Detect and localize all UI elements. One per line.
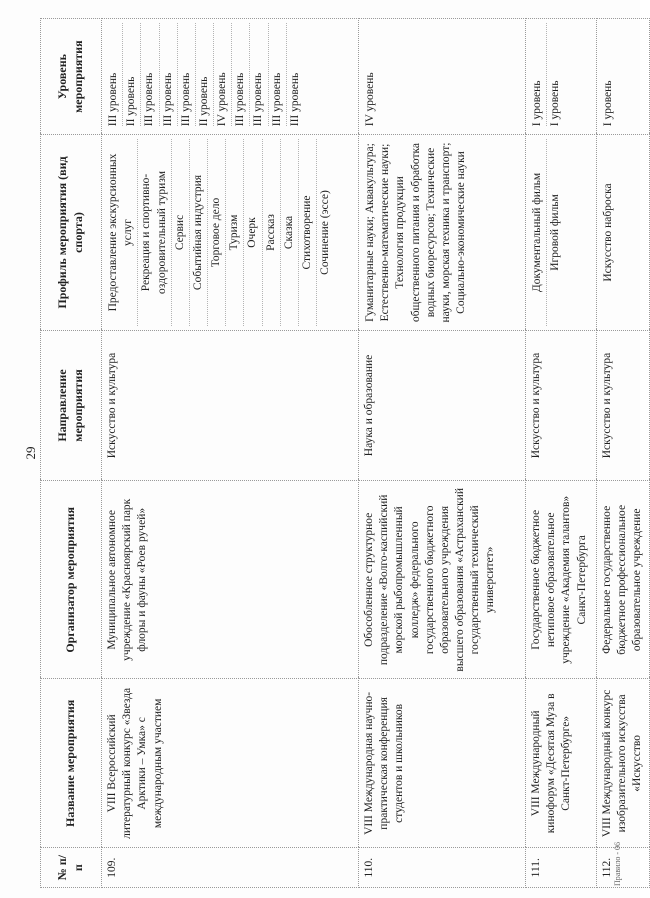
- level-item: III уровень: [160, 23, 178, 126]
- header-organizer: Организатор мероприятия: [41, 481, 102, 679]
- event-direction: Искусство и культура: [526, 330, 597, 481]
- header-profile: Профиль мероприятия (вид спорта): [41, 135, 102, 330]
- profile-item: Туризм: [226, 139, 244, 325]
- level-item: III уровень: [232, 23, 250, 126]
- level-item: III уровень: [288, 72, 301, 127]
- level-item: III уровень: [105, 23, 123, 126]
- profile-item: Сочинение (эссе): [319, 190, 332, 275]
- event-organizer: Государственное бюджетное нетиповое образовательное учреждение «Академия талантов» Санкт-Петербурга: [526, 481, 597, 679]
- event-levels: [359, 19, 526, 135]
- profile-item: Сервис: [172, 139, 190, 325]
- profile-item: Гуманитарные науки; Аквакультура; Естественно-математические науки; Технология продукции общественного питания и обработка водных биоресурсов; Технические науки, морская техника и транспорт; Социально-экономические науки: [364, 142, 468, 323]
- events-table: [40, 18, 650, 888]
- table-row: [597, 19, 650, 888]
- table-row: [359, 19, 526, 888]
- event-profiles: [102, 135, 359, 330]
- profile-item: Событийная индустрия: [190, 139, 208, 325]
- level-item: I уровень: [529, 23, 547, 126]
- row-num: 112.: [597, 848, 650, 888]
- level-item: III уровень: [178, 23, 196, 126]
- profile-item: Рассказ: [263, 139, 281, 325]
- event-direction: Искусство и культура: [597, 330, 650, 481]
- page-number: 29: [23, 446, 38, 460]
- profile-item: Сказка: [281, 139, 299, 325]
- event-organizer: Федеральное государственное бюджетное профессиональное образовательное учреждение: [597, 481, 650, 679]
- header-direction: Направление мероприятия: [41, 330, 102, 481]
- level-item: IV уровень: [364, 72, 376, 127]
- row-num: 111.: [526, 848, 597, 888]
- profile-item: Искусство наброска: [602, 183, 614, 282]
- profile-item: Торговое дело: [208, 139, 226, 325]
- event-profiles: [597, 135, 650, 330]
- event-profiles: [359, 135, 526, 330]
- table-row: [526, 19, 597, 888]
- profile-item: Предоставление экскурсионных услуг: [105, 139, 138, 325]
- table-header-row: [41, 19, 102, 888]
- level-item: II уровень: [123, 23, 141, 126]
- level-item: IV уровень: [214, 23, 232, 126]
- header-level: Уровень мероприятия: [41, 19, 102, 135]
- event-organizer: Муниципальное автономное учреждение «Красноярский парк флоры и фауны «Роев ручей»: [102, 481, 359, 679]
- row-num: 109.: [102, 848, 359, 888]
- level-item: I уровень: [549, 80, 562, 127]
- profile-item: Стихотворение: [299, 139, 317, 325]
- event-name: VIII Всероссийский литературный конкурс «Звезда Арктики – Умка» с международным участием: [102, 679, 359, 848]
- level-item: I уровень: [602, 80, 614, 127]
- header-name: Название мероприятия: [41, 679, 102, 848]
- event-name: VIII Международный кинофорум «Десятая Муза в Санкт-Петербурге»: [526, 679, 597, 848]
- event-levels: [597, 19, 650, 135]
- header-num: № п/п: [41, 848, 102, 888]
- row-num: 110.: [359, 848, 526, 888]
- level-item: III уровень: [250, 23, 268, 126]
- event-name: VIII Международная научно-практическая конференция студентов и школьников: [359, 679, 526, 848]
- profile-item: Рекреация и спортивно-оздоровительный туризм: [138, 139, 171, 325]
- event-levels: [102, 19, 359, 135]
- profile-item: Игровой фильм: [549, 194, 562, 271]
- event-organizer: Обособленное структурное подразделение «Волго-каспийский морской рыбопромышленный колледж» федерального государственного бюджетного образовательного учреждения высшего образования «Астраханский государственный технический университет»: [359, 481, 526, 679]
- profile-item: Очерк: [244, 139, 262, 325]
- level-item: III уровень: [269, 23, 287, 126]
- level-item: II уровень: [196, 23, 214, 126]
- table-row: [102, 19, 359, 888]
- level-item: III уровень: [141, 23, 159, 126]
- profile-item: Документальный фильм: [529, 139, 547, 325]
- event-profiles: [526, 135, 597, 330]
- event-direction: Наука и образование: [359, 330, 526, 481]
- footer-code: Правило - 06: [613, 841, 622, 886]
- event-levels: [526, 19, 597, 135]
- event-name: VIII Международный конкурс изобразительного искусства «Искусство: [597, 679, 650, 848]
- event-direction: Искусство и культура: [102, 330, 359, 481]
